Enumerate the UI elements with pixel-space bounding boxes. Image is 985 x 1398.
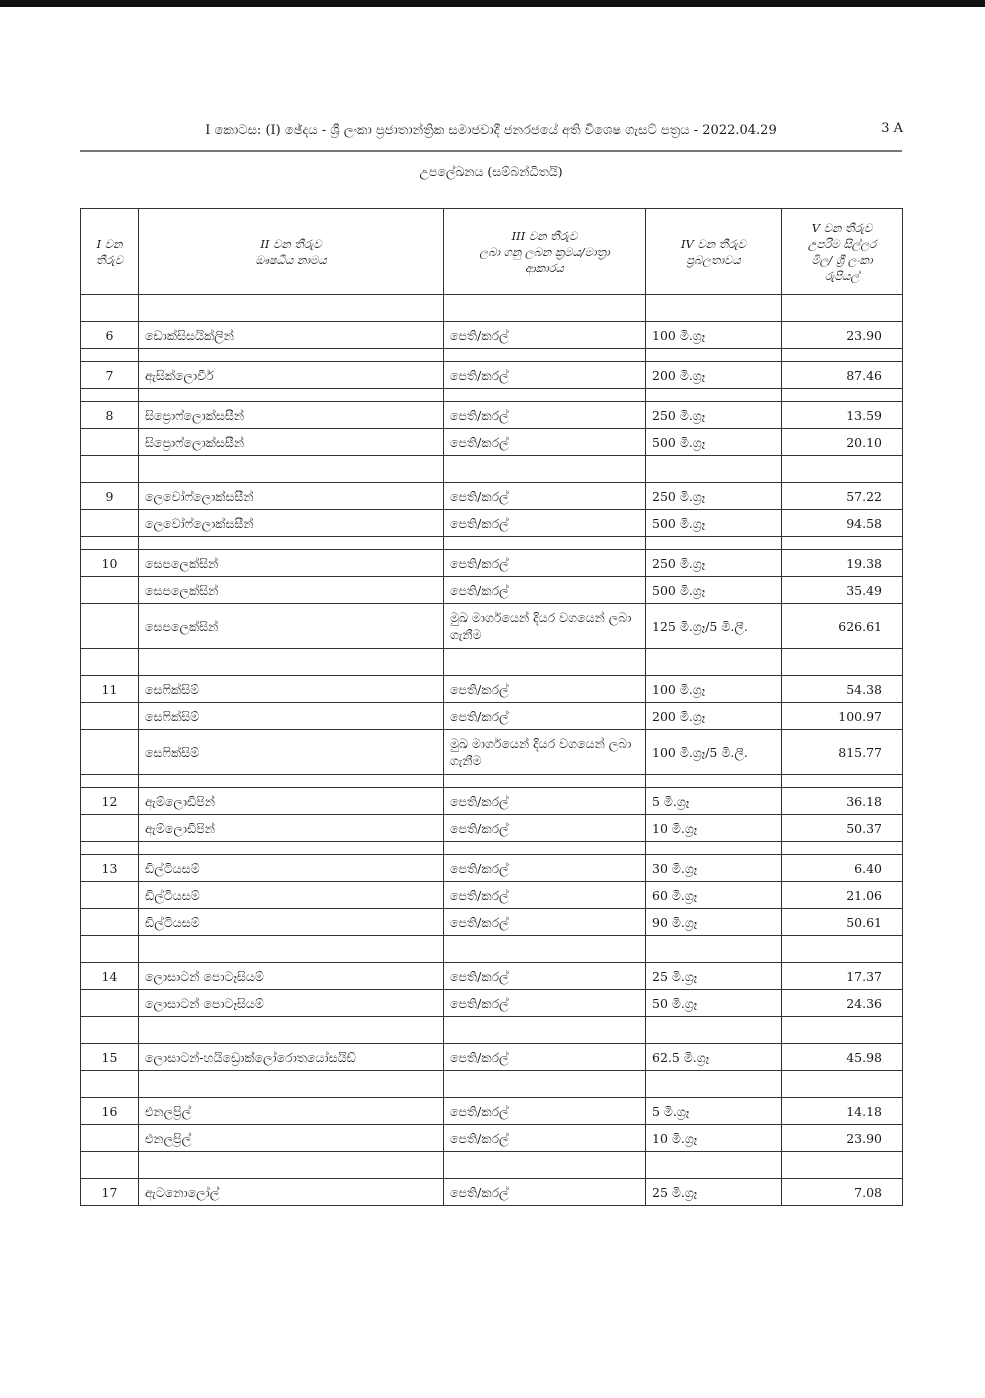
- drug-name-cell: ලොසාටන් පොටෑසියම්: [139, 963, 444, 990]
- empty-cell: [81, 775, 139, 788]
- strength-cell: 250 මි.ග්‍රෑ: [646, 402, 782, 429]
- empty-cell: [81, 842, 139, 855]
- max-retail-price-cell: 626.61: [782, 604, 903, 649]
- strength-cell: 30 මි.ග්‍රෑ: [646, 855, 782, 882]
- strength-cell: 60 මි.ග්‍රෑ: [646, 882, 782, 909]
- max-retail-price-cell: 50.37: [782, 815, 903, 842]
- dosage-form-cell: පෙති/කරල්: [444, 1098, 646, 1125]
- page-header: I කොටස: (I) ඡේදය - ශ්‍රී ලංකා ප්‍රජාතාන්ත්‍රික සමාජවාදී ජනරජයේ අති විශෙෂ ගැසට් පත්‍රය - 2022.04.29: [205, 123, 777, 138]
- empty-cell: [444, 295, 646, 322]
- price-schedule-table: [80, 208, 903, 1206]
- strength-cell: 62.5 මි.ග්‍රෑ: [646, 1044, 782, 1071]
- table-row: [81, 730, 903, 775]
- spacer-row: [81, 389, 903, 402]
- schedule-title: උපලේඛනය (සම්බන්ධිතයි): [419, 164, 563, 179]
- spacer-row: [81, 456, 903, 483]
- table-row: [81, 577, 903, 604]
- table-row: [81, 703, 903, 730]
- row-number-cell: 9: [81, 483, 139, 510]
- spacer-row: [81, 842, 903, 855]
- empty-cell: [646, 649, 782, 676]
- max-retail-price-cell: 23.90: [782, 1125, 903, 1152]
- drug-name-cell: සෙපලෙක්සින්: [139, 550, 444, 577]
- dosage-form-cell: පෙති/කරල්: [444, 909, 646, 936]
- max-retail-price-cell: 24.36: [782, 990, 903, 1017]
- dosage-form-cell: පෙති/කරල්: [444, 788, 646, 815]
- strength-cell: 500 මි.ග්‍රෑ: [646, 429, 782, 456]
- table-row: [81, 362, 903, 389]
- dosage-form-cell: පෙති/කරල්: [444, 703, 646, 730]
- empty-cell: [81, 349, 139, 362]
- drug-name-cell: ලොසාටන්-හයිඩ්‍රොක්ලෝරොතයෝසයිඩ්: [139, 1044, 444, 1071]
- empty-cell: [139, 349, 444, 362]
- strength-cell: 250 මි.ග්‍රෑ: [646, 550, 782, 577]
- empty-cell: [81, 1152, 139, 1179]
- empty-cell: [139, 649, 444, 676]
- table-row: [81, 990, 903, 1017]
- table-row: [81, 429, 903, 456]
- dosage-form-cell: පෙති/කරල්: [444, 855, 646, 882]
- max-retail-price-cell: 57.22: [782, 483, 903, 510]
- max-retail-price-cell: 45.98: [782, 1044, 903, 1071]
- empty-cell: [782, 842, 903, 855]
- row-number-cell: 6: [81, 322, 139, 349]
- empty-cell: [81, 295, 139, 322]
- strength-cell: 100 මි.ග්‍රෑ: [646, 676, 782, 703]
- max-retail-price-cell: 35.49: [782, 577, 903, 604]
- table-row: [81, 788, 903, 815]
- row-number-cell: [81, 510, 139, 537]
- max-retail-price-cell: 50.61: [782, 909, 903, 936]
- strength-cell: 90 මි.ග්‍රෑ: [646, 909, 782, 936]
- table-row: [81, 510, 903, 537]
- spacer-row: [81, 936, 903, 963]
- table-row: [81, 322, 903, 349]
- drug-name-cell: ඇසික්ලොවීර්: [139, 362, 444, 389]
- table-row: [81, 815, 903, 842]
- header-col-4: IV වන තීරුව ප්‍රබලතාවය: [646, 209, 782, 295]
- table-row: [81, 604, 903, 649]
- empty-cell: [139, 1017, 444, 1044]
- empty-cell: [782, 649, 903, 676]
- header-col-5: V වන තීරුව උපරිම සිල්ලර මිල/ ශ්‍රී ලංකා රුපියල්: [782, 209, 903, 295]
- header-rule: [80, 150, 902, 152]
- drug-name-cell: ලෙවෝෆ්ලොක්සසීන්: [139, 510, 444, 537]
- strength-cell: 100 මි.ග්‍රෑ/5 මි.ලී.: [646, 730, 782, 775]
- page-number: 3 A: [881, 121, 903, 136]
- dosage-form-cell: පෙති/කරල්: [444, 882, 646, 909]
- drug-name-cell: ඇම්ලොඩිපින්: [139, 788, 444, 815]
- empty-cell: [444, 349, 646, 362]
- empty-cell: [782, 295, 903, 322]
- empty-cell: [646, 349, 782, 362]
- strength-cell: 25 මි.ග්‍රෑ: [646, 963, 782, 990]
- dosage-form-cell: පෙති/කරල්: [444, 322, 646, 349]
- empty-cell: [646, 936, 782, 963]
- dosage-form-cell: පෙති/කරල්: [444, 676, 646, 703]
- row-number-cell: 15: [81, 1044, 139, 1071]
- spacer-row: [81, 537, 903, 550]
- empty-cell: [444, 1071, 646, 1098]
- dosage-form-cell: පෙති/කරල්: [444, 963, 646, 990]
- top-border: [0, 0, 985, 7]
- empty-cell: [444, 389, 646, 402]
- empty-cell: [81, 1071, 139, 1098]
- max-retail-price-cell: 19.38: [782, 550, 903, 577]
- row-number-cell: [81, 604, 139, 649]
- drug-name-cell: ඩිල්ටියසම්: [139, 909, 444, 936]
- empty-cell: [139, 456, 444, 483]
- empty-cell: [139, 295, 444, 322]
- table-body: [81, 295, 903, 1206]
- dosage-form-cell: පෙති/කරල්: [444, 1044, 646, 1071]
- row-number-cell: [81, 990, 139, 1017]
- table-row: [81, 1098, 903, 1125]
- dosage-form-cell: පෙති/කරල්: [444, 510, 646, 537]
- max-retail-price-cell: 87.46: [782, 362, 903, 389]
- drug-name-cell: එනලප්‍රිල්: [139, 1098, 444, 1125]
- empty-cell: [444, 649, 646, 676]
- row-number-cell: 13: [81, 855, 139, 882]
- empty-cell: [782, 349, 903, 362]
- dosage-form-cell: පෙති/කරල්: [444, 577, 646, 604]
- strength-cell: 10 මි.ග්‍රෑ: [646, 1125, 782, 1152]
- strength-cell: 250 මි.ග්‍රෑ: [646, 483, 782, 510]
- empty-cell: [782, 775, 903, 788]
- max-retail-price-cell: 21.06: [782, 882, 903, 909]
- spacer-row: [81, 1017, 903, 1044]
- empty-cell: [139, 1152, 444, 1179]
- empty-cell: [782, 1017, 903, 1044]
- strength-cell: 500 මි.ග්‍රෑ: [646, 577, 782, 604]
- dosage-form-cell: පෙති/කරල්: [444, 483, 646, 510]
- strength-cell: 5 මි.ග්‍රෑ: [646, 788, 782, 815]
- drug-name-cell: සෙෆික්සිම්: [139, 730, 444, 775]
- empty-cell: [81, 389, 139, 402]
- empty-cell: [646, 775, 782, 788]
- header-col-3: III වන තීරුව ලබා ගනු ලබන ක්‍රමය/මාත්‍රා ආකාරය: [444, 209, 646, 295]
- table-row: [81, 483, 903, 510]
- drug-name-cell: සිප්‍රොෆ්ලොක්සසීන්: [139, 402, 444, 429]
- empty-cell: [444, 842, 646, 855]
- max-retail-price-cell: 815.77: [782, 730, 903, 775]
- row-number-cell: 14: [81, 963, 139, 990]
- drug-name-cell: එනලප්‍රිල්: [139, 1125, 444, 1152]
- table-row: [81, 909, 903, 936]
- drug-name-cell: සිප්‍රොෆ්ලොක්සසීන්: [139, 429, 444, 456]
- empty-cell: [782, 1071, 903, 1098]
- row-number-cell: [81, 815, 139, 842]
- empty-cell: [646, 295, 782, 322]
- row-number-cell: [81, 703, 139, 730]
- max-retail-price-cell: 17.37: [782, 963, 903, 990]
- row-number-cell: [81, 429, 139, 456]
- strength-cell: 5 මි.ග්‍රෑ: [646, 1098, 782, 1125]
- table-row: [81, 1125, 903, 1152]
- row-number-cell: 8: [81, 402, 139, 429]
- empty-cell: [81, 456, 139, 483]
- table-row: [81, 855, 903, 882]
- drug-name-cell: සෙෆික්සිම්: [139, 703, 444, 730]
- empty-cell: [139, 1071, 444, 1098]
- table-row: [81, 963, 903, 990]
- drug-name-cell: ලෙවෝෆ්ලොක්සසීන්: [139, 483, 444, 510]
- empty-cell: [782, 1152, 903, 1179]
- empty-cell: [646, 1152, 782, 1179]
- empty-cell: [782, 456, 903, 483]
- strength-cell: 25 මි.ග්‍රෑ: [646, 1179, 782, 1206]
- row-number-cell: 12: [81, 788, 139, 815]
- spacer-row: [81, 775, 903, 788]
- drug-name-cell: සෙපලෙක්සින්: [139, 577, 444, 604]
- drug-name-cell: ඩිල්ටියසම්: [139, 882, 444, 909]
- empty-cell: [81, 1017, 139, 1044]
- max-retail-price-cell: 54.38: [782, 676, 903, 703]
- empty-cell: [444, 1017, 646, 1044]
- empty-cell: [444, 936, 646, 963]
- empty-cell: [444, 775, 646, 788]
- empty-cell: [81, 649, 139, 676]
- max-retail-price-cell: 14.18: [782, 1098, 903, 1125]
- drug-name-cell: සෙපලෙක්සින්: [139, 604, 444, 649]
- table-row: [81, 402, 903, 429]
- dosage-form-cell: පෙති/කරල්: [444, 429, 646, 456]
- max-retail-price-cell: 20.10: [782, 429, 903, 456]
- row-number-cell: 7: [81, 362, 139, 389]
- dosage-form-cell: පෙති/කරල්: [444, 990, 646, 1017]
- max-retail-price-cell: 100.97: [782, 703, 903, 730]
- empty-cell: [444, 456, 646, 483]
- empty-cell: [139, 389, 444, 402]
- strength-cell: 125 මි.ග්‍රෑ/5 මි.ලී.: [646, 604, 782, 649]
- empty-cell: [782, 537, 903, 550]
- empty-cell: [646, 389, 782, 402]
- drug-name-cell: ඇම්ලොඩිපින්: [139, 815, 444, 842]
- max-retail-price-cell: 36.18: [782, 788, 903, 815]
- row-number-cell: [81, 909, 139, 936]
- row-number-cell: [81, 882, 139, 909]
- max-retail-price-cell: 23.90: [782, 322, 903, 349]
- empty-cell: [444, 537, 646, 550]
- strength-cell: 50 මි.ග්‍රෑ: [646, 990, 782, 1017]
- dosage-form-cell: පෙති/කරල්: [444, 815, 646, 842]
- header-col-2: II වන තීරුව ඖෂධීය නාමය: [139, 209, 444, 295]
- max-retail-price-cell: 13.59: [782, 402, 903, 429]
- drug-name-cell: ඇටනොලෝල්: [139, 1179, 444, 1206]
- spacer-row: [81, 349, 903, 362]
- dosage-form-cell: පෙති/කරල්: [444, 402, 646, 429]
- strength-cell: 10 මි.ග්‍රෑ: [646, 815, 782, 842]
- empty-cell: [81, 936, 139, 963]
- table-row: [81, 550, 903, 577]
- empty-cell: [139, 936, 444, 963]
- drug-name-cell: ඩිල්ටියසම්: [139, 855, 444, 882]
- dosage-form-cell: මුඛ මාර්ගයෙන් දියර වගයෙන් ලබා ගැනීම: [444, 730, 646, 775]
- drug-name-cell: ඩොක්සිසයික්ලින්: [139, 322, 444, 349]
- dosage-form-cell: පෙති/කරල්: [444, 1125, 646, 1152]
- header-col-1: I වන තීරුව: [81, 209, 139, 295]
- empty-cell: [646, 456, 782, 483]
- empty-cell: [444, 1152, 646, 1179]
- empty-cell: [139, 775, 444, 788]
- empty-cell: [81, 537, 139, 550]
- dosage-form-cell: පෙති/කරල්: [444, 1179, 646, 1206]
- strength-cell: 200 මි.ග්‍රෑ: [646, 362, 782, 389]
- table-row: [81, 1179, 903, 1206]
- max-retail-price-cell: 7.08: [782, 1179, 903, 1206]
- empty-cell: [646, 1017, 782, 1044]
- max-retail-price-cell: 94.58: [782, 510, 903, 537]
- empty-cell: [646, 537, 782, 550]
- dosage-form-cell: පෙති/කරල්: [444, 550, 646, 577]
- spacer-row: [81, 1071, 903, 1098]
- row-number-cell: [81, 730, 139, 775]
- empty-cell: [782, 389, 903, 402]
- empty-cell: [782, 936, 903, 963]
- row-number-cell: 16: [81, 1098, 139, 1125]
- dosage-form-cell: මුඛ මාර්ගයෙන් දියර වගයෙන් ලබා ගැනීම: [444, 604, 646, 649]
- strength-cell: 200 මි.ග්‍රෑ: [646, 703, 782, 730]
- empty-cell: [139, 537, 444, 550]
- dosage-form-cell: පෙති/කරල්: [444, 362, 646, 389]
- row-number-cell: [81, 577, 139, 604]
- row-number-cell: 17: [81, 1179, 139, 1206]
- strength-cell: 100 මි.ග්‍රෑ: [646, 322, 782, 349]
- spacer-row: [81, 1152, 903, 1179]
- drug-name-cell: සෙෆික්සිම්: [139, 676, 444, 703]
- empty-cell: [139, 842, 444, 855]
- strength-cell: 500 මි.ග්‍රෑ: [646, 510, 782, 537]
- table-row: [81, 882, 903, 909]
- row-number-cell: [81, 1125, 139, 1152]
- header-row: [81, 209, 903, 295]
- spacer-row: [81, 649, 903, 676]
- table-row: [81, 1044, 903, 1071]
- empty-cell: [646, 842, 782, 855]
- row-number-cell: 11: [81, 676, 139, 703]
- spacer-row: [81, 295, 903, 322]
- drug-name-cell: ලොසාටන් පොටෑසියම්: [139, 990, 444, 1017]
- row-number-cell: 10: [81, 550, 139, 577]
- table-row: [81, 676, 903, 703]
- max-retail-price-cell: 6.40: [782, 855, 903, 882]
- empty-cell: [646, 1071, 782, 1098]
